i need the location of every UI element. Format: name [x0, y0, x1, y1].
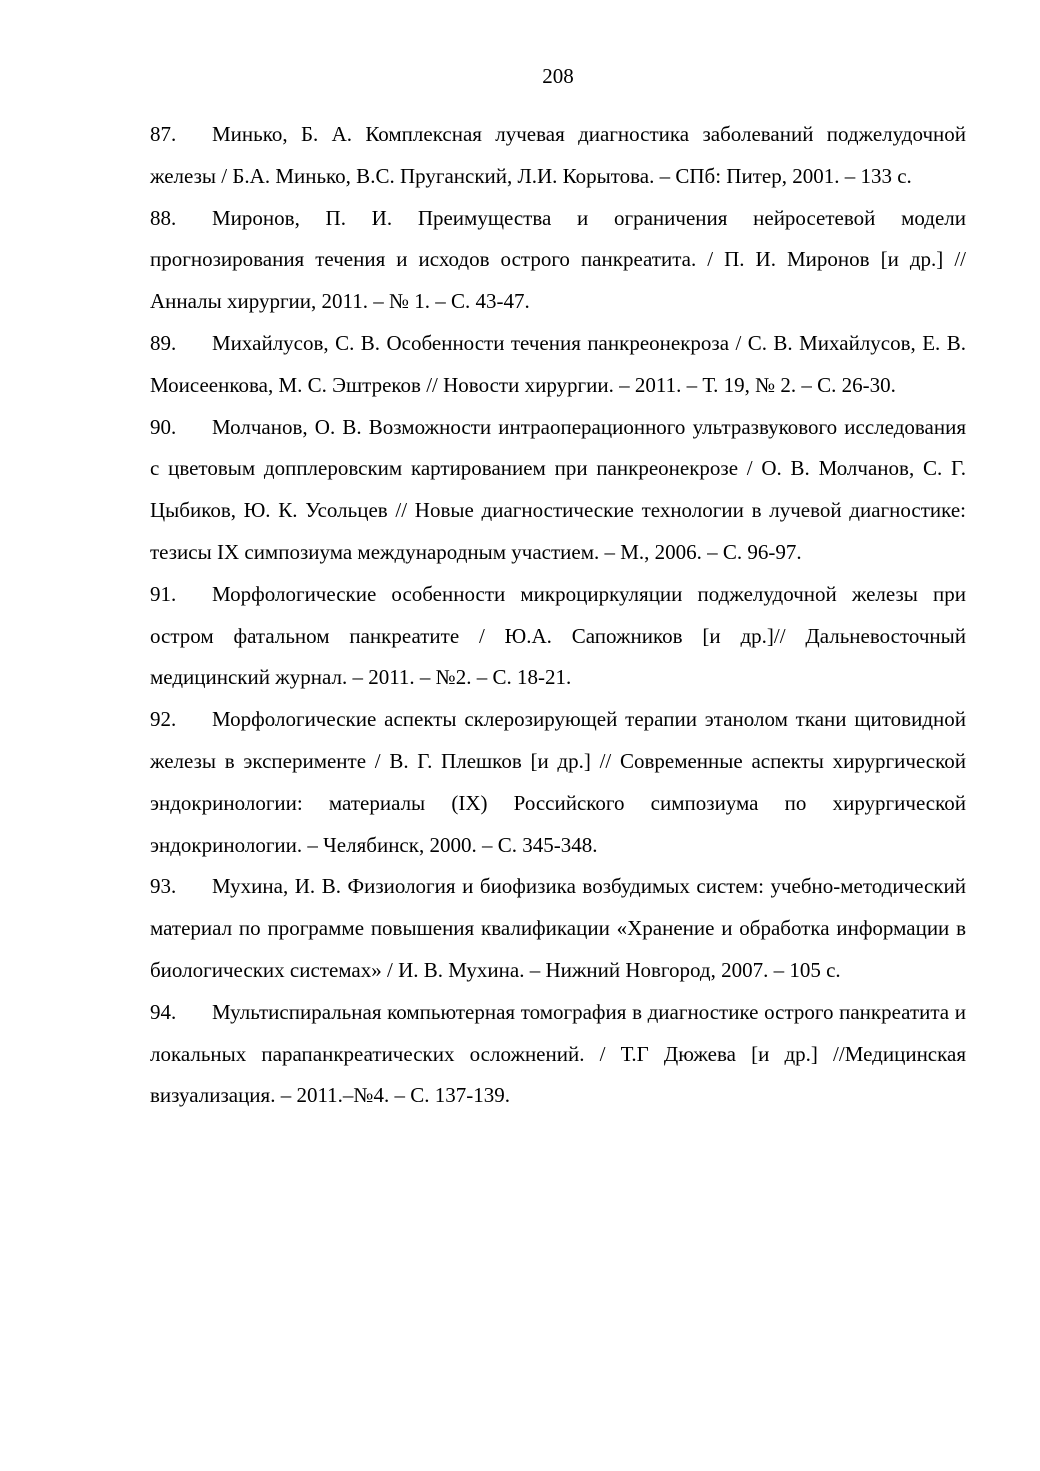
reference-number: 90.	[150, 414, 177, 439]
reference-item	[150, 699, 966, 866]
reference-item	[150, 407, 966, 574]
reference-number: 88.	[150, 205, 177, 230]
reference-number: 93.	[150, 874, 177, 899]
reference-text: Мухина, И. В. Физиология и биофизика возбудимых систем: учебно-методический материал по программе повышения квалификации «Хранение и обработка информации в биологических системах» / И. В. Мухина. – Нижний Новгород, 2007. – 105 с.	[150, 874, 966, 982]
reference-number: 91.	[150, 581, 177, 606]
reference-item	[150, 198, 966, 323]
page-number: 208	[542, 64, 574, 88]
reference-text: Морфологические аспекты склерозирующей терапии этанолом ткани щитовидной железы в эксперименте / В. Г. Плешков [и др.] // Современные аспекты хирургической эндокринологии: материалы (IX) Российского симпозиума по хирургической эндокринологии. – Челябинск, 2000. – С. 345-348.	[150, 707, 966, 857]
reference-text: Минько, Б. А. Комплексная лучевая диагностика заболеваний поджелудочной железы / Б.А. Минько, В.С. Пруганский, Л.И. Корытова. – СПб: Питер, 2001. – 133 с.	[150, 122, 966, 188]
reference-number: 89.	[150, 330, 177, 355]
reference-text: Морфологические особенности микроциркуляции поджелудочной железы при остром фатальном панкреатите / Ю.А. Сапожников [и др.]// Дальневосточный медицинский журнал. – 2011. – №2. – С. 18-21.	[150, 581, 966, 690]
reference-item	[150, 323, 966, 407]
reference-text: Михайлусов, С. В. Особенности течения панкреонекроза / С. В. Михайлусов, Е. В. Моисеенкова, М. С. Эштреков // Новости хирургии. – 2011. – Т. 19, № 2. – С. 26-30.	[150, 330, 966, 397]
reference-list	[150, 114, 966, 1117]
reference-item	[150, 866, 966, 991]
reference-item	[150, 574, 966, 699]
reference-number: 94.	[150, 999, 177, 1024]
reference-number: 92.	[150, 707, 177, 732]
reference-number: 87.	[150, 122, 177, 146]
reference-text: Молчанов, О. В. Возможности интраоперационного ультразвукового исследования с цветовым допплеровским картированием при панкреонекрозе / О. В. Молчанов, С. Г. Цыбиков, Ю. К. Усольцев // Новые диагностические технологии в лучевой диагностике: тезисы IX симпозиума международным участием. – М., 2006. – С. 96-97.	[150, 414, 966, 564]
reference-item	[150, 114, 966, 198]
reference-text: Миронов, П. И. Преимущества и ограничения нейросетевой модели прогнозирования течения и исходов острого панкреатита. / П. И. Миронов [и др.] // Анналы хирургии, 2011. – № 1. – С. 43-47.	[150, 205, 966, 314]
reference-item	[150, 992, 966, 1117]
reference-text: Мультиспиральная компьютерная томография в диагностике острого панкреатита и локальных парапанкреатических осложнений. / Т.Г Дюжева [и др.] //Медицинская визуализация. – 2011.–№4. – С. 137-139.	[150, 999, 966, 1108]
